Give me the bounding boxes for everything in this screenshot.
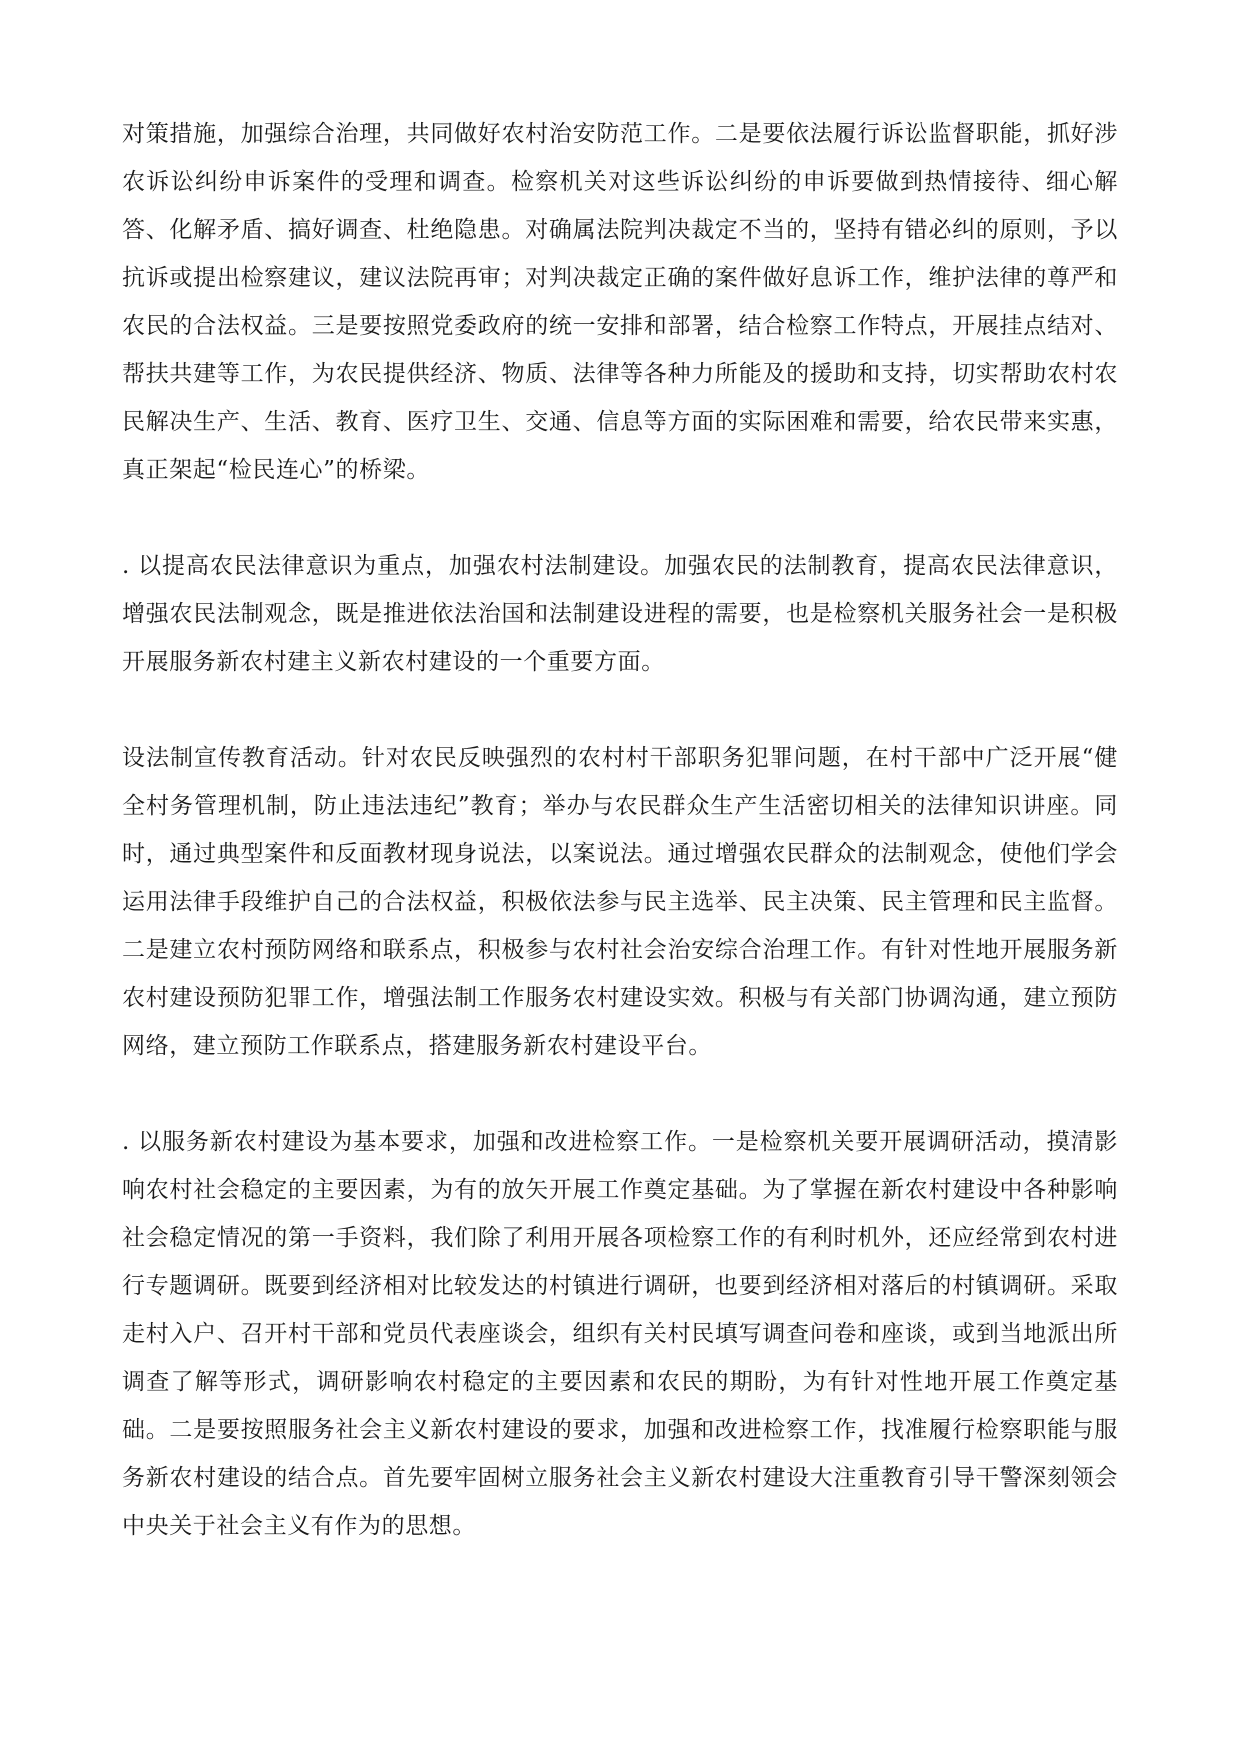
paragraph-4: . 以服务新农村建设为基本要求，加强和改进检察工作。一是检察机关要开展调研活动，摸清影响农村社会稳定的主要因素，为有的放矢开展工作奠定基础。为了掌握在新农村建设中各种影响社会稳定情况的第一手资料，我们除了利用开展各项检察工作的有利时机外，还应经常到农村进行专题调研。既要到经济相对比较发达的村镇进行调研，也要到经济相对落后的村镇调研。采取走村入户、召开村干部和党员代表座谈会，组织有关村民填写调查问卷和座谈，或到当地派出所调查了解等形式，调研影响农村稳定的主要因素和农民的期盼，为有针对性地开展工作奠定基础。二是要按照服务社会主义新农村建设的要求，加强和改进检察工作，找准履行检察职能与服务新农村建设的结合点。首先要牢固树立服务社会主义新农村建设大注重教育引导干警深刻领会中央关于社会主义有作为的思想。 xyxy=(122,1129,1118,1539)
document-body xyxy=(122,110,1118,1550)
paragraph-2: . 以提高农民法律意识为重点，加强农村法制建设。加强农民的法制教育，提高农民法律意识，增强农民法制观念，既是推进依法治国和法制建设进程的需要，也是检察机关服务社会一是积极开展服务新农村建主义新农村建设的一个重要方面。 xyxy=(122,553,1118,675)
paragraph-1: 对策措施，加强综合治理，共同做好农村治安防范工作。二是要依法履行诉讼监督职能，抓好涉农诉讼纠纷申诉案件的受理和调查。检察机关对这些诉讼纠纷的申诉要做到热情接待、细心解答、化解矛盾、搞好调查、杜绝隐患。对确属法院判决裁定不当的，坚持有错必纠的原则，予以抗诉或提出检察建议，建议法院再审；对判决裁定正确的案件做好息诉工作，维护法律的尊严和农民的合法权益。三是要按照党委政府的统一安排和部署，结合检察工作特点，开展挂点结对、帮扶共建等工作，为农民提供经济、物质、法律等各种力所能及的援助和支持，切实帮助农村农民解决生产、生活、教育、医疗卫生、交通、信息等方面的实际困难和需要，给农民带来实惠，真正架起“检民连心”的桥梁。 xyxy=(122,121,1118,483)
paragraph-3: 设法制宣传教育活动。针对农民反映强烈的农村村干部职务犯罪问题，在村干部中广泛开展“健全村务管理机制，防止违法违纪”教育；举办与农民群众生产生活密切相关的法律知识讲座。同时，通过典型案件和反面教材现身说法，以案说法。通过增强农民群众的法制观念，使他们学会运用法律手段维护自己的合法权益，积极依法参与民主选举、民主决策、民主管理和民主监督。二是建立农村预防网络和联系点，积极参与农村社会治安综合治理工作。有针对性地开展服务新农村建设预防犯罪工作，增强法制工作服务农村建设实效。积极与有关部门协调沟通，建立预防网络，建立预防工作联系点，搭建服务新农村建设平台。 xyxy=(122,745,1118,1059)
